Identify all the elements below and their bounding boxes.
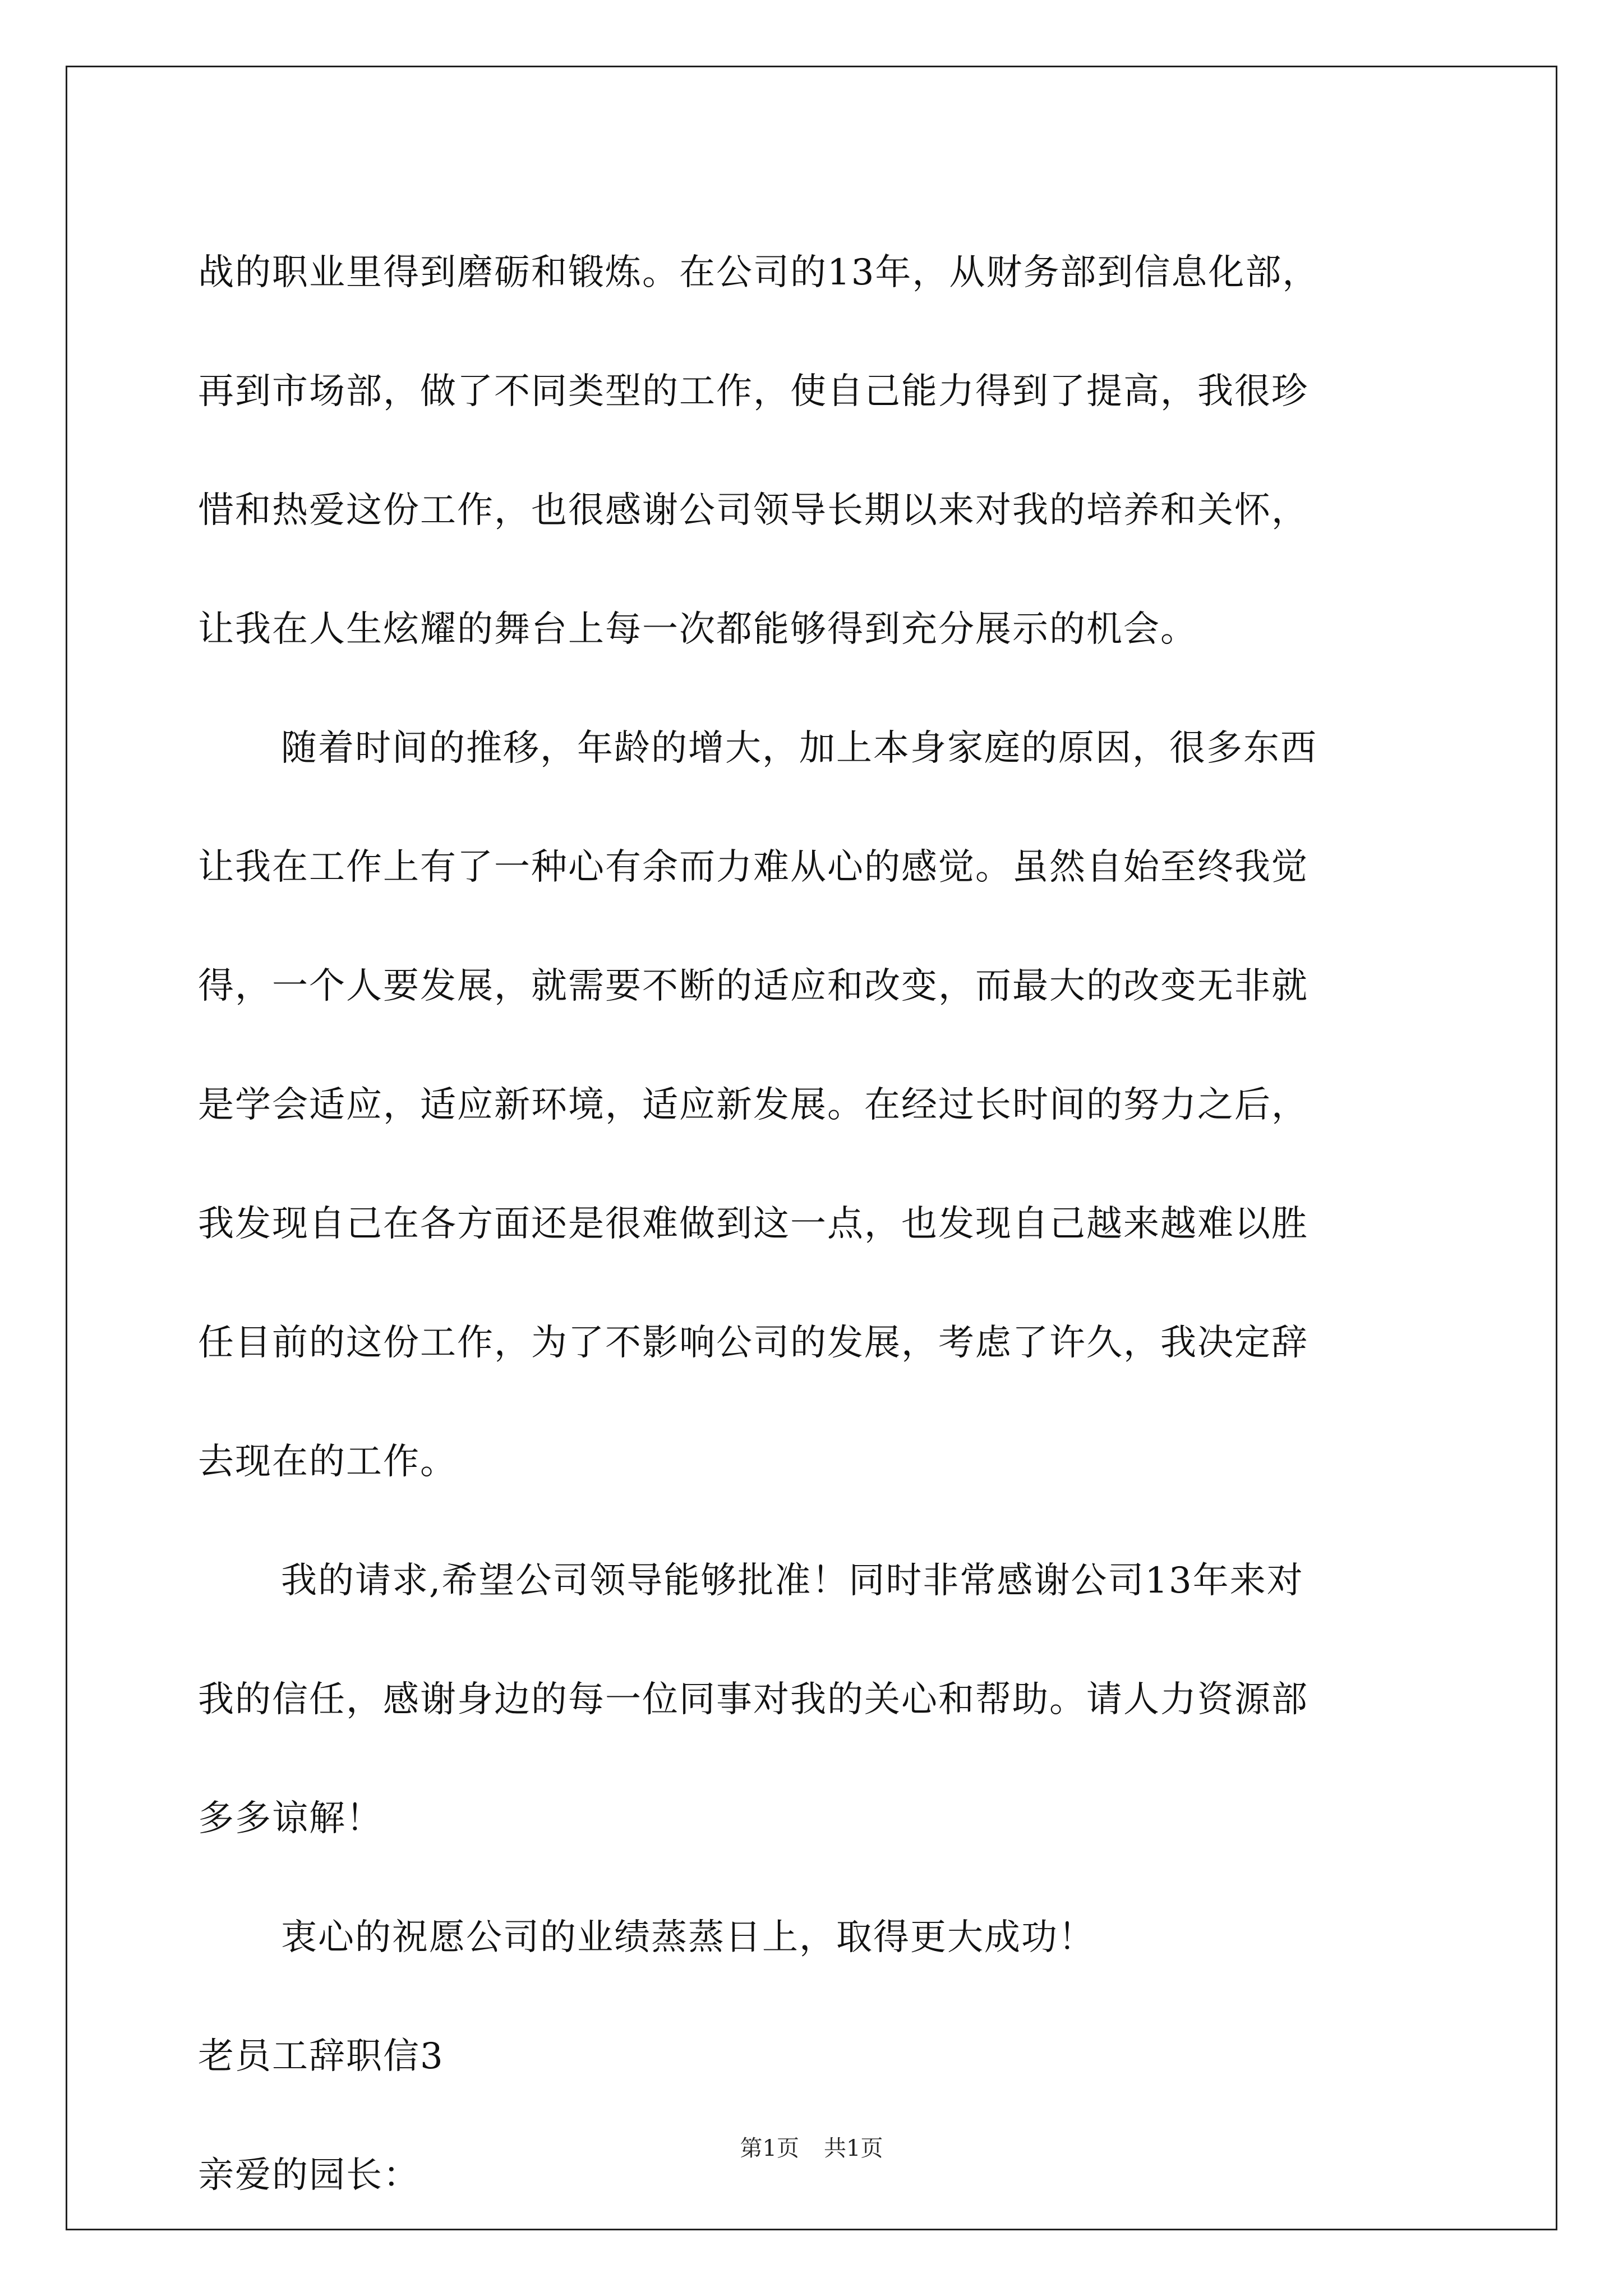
text-line: 任目前的这份工作，为了不影响公司的发展，考虑了许久，我决定辞 [198, 1322, 1308, 1364]
text-line: 我的请求,希望公司领导能够批准！同时非常感谢公司13年来对 [281, 1560, 1304, 1602]
text-line: 再到市场部，做了不同类型的工作，使自己能力得到了提高，我很珍 [198, 371, 1308, 412]
document-body [198, 213, 1449, 2235]
text-line: 惜和热爱这份工作，也很感谢公司领导长期以来对我的培养和关怀， [198, 490, 1308, 531]
text-line: 得，一个人要发展，就需要不断的适应和改变，而最大的改变无非就 [198, 965, 1308, 1007]
page-number-total: 共1页 [824, 2136, 883, 2161]
salutation: 亲爱的园长： [198, 2155, 420, 2196]
section-heading: 老员工辞职信3 [198, 2036, 444, 2077]
text-line: 战的职业里得到磨砺和锻炼。在公司的13年，从财务部到信息化部， [198, 252, 1320, 293]
text-line: 我发现自己在各方面还是很难做到这一点，也发现自己越来越难以胜 [198, 1203, 1308, 1245]
text-line: 去现在的工作。 [198, 1441, 457, 1483]
text-line: 我的信任，感谢身边的每一位同事对我的关心和帮助。请人力资源部 [198, 1679, 1308, 1720]
text-line: 衷心的祝愿公司的业绩蒸蒸日上，取得更大成功！ [281, 1917, 1095, 1958]
text-line: 让我在工作上有了一种心有余而力难从心的感觉。虽然自始至终我觉 [198, 846, 1308, 888]
text-line: 让我在人生炫耀的舞台上每一次都能够得到充分展示的机会。 [198, 609, 1197, 650]
text-line: 随着时间的推移，年龄的增大，加上本身家庭的原因，很多东西 [281, 728, 1317, 769]
page-number-current: 第1页 [740, 2136, 799, 2161]
text-line: 多多谅解！ [198, 1798, 383, 1839]
text-line: 是学会适应，适应新环境，适应新发展。在经过长时间的努力之后， [198, 1084, 1308, 1126]
page-footer [0, 2132, 1623, 2165]
